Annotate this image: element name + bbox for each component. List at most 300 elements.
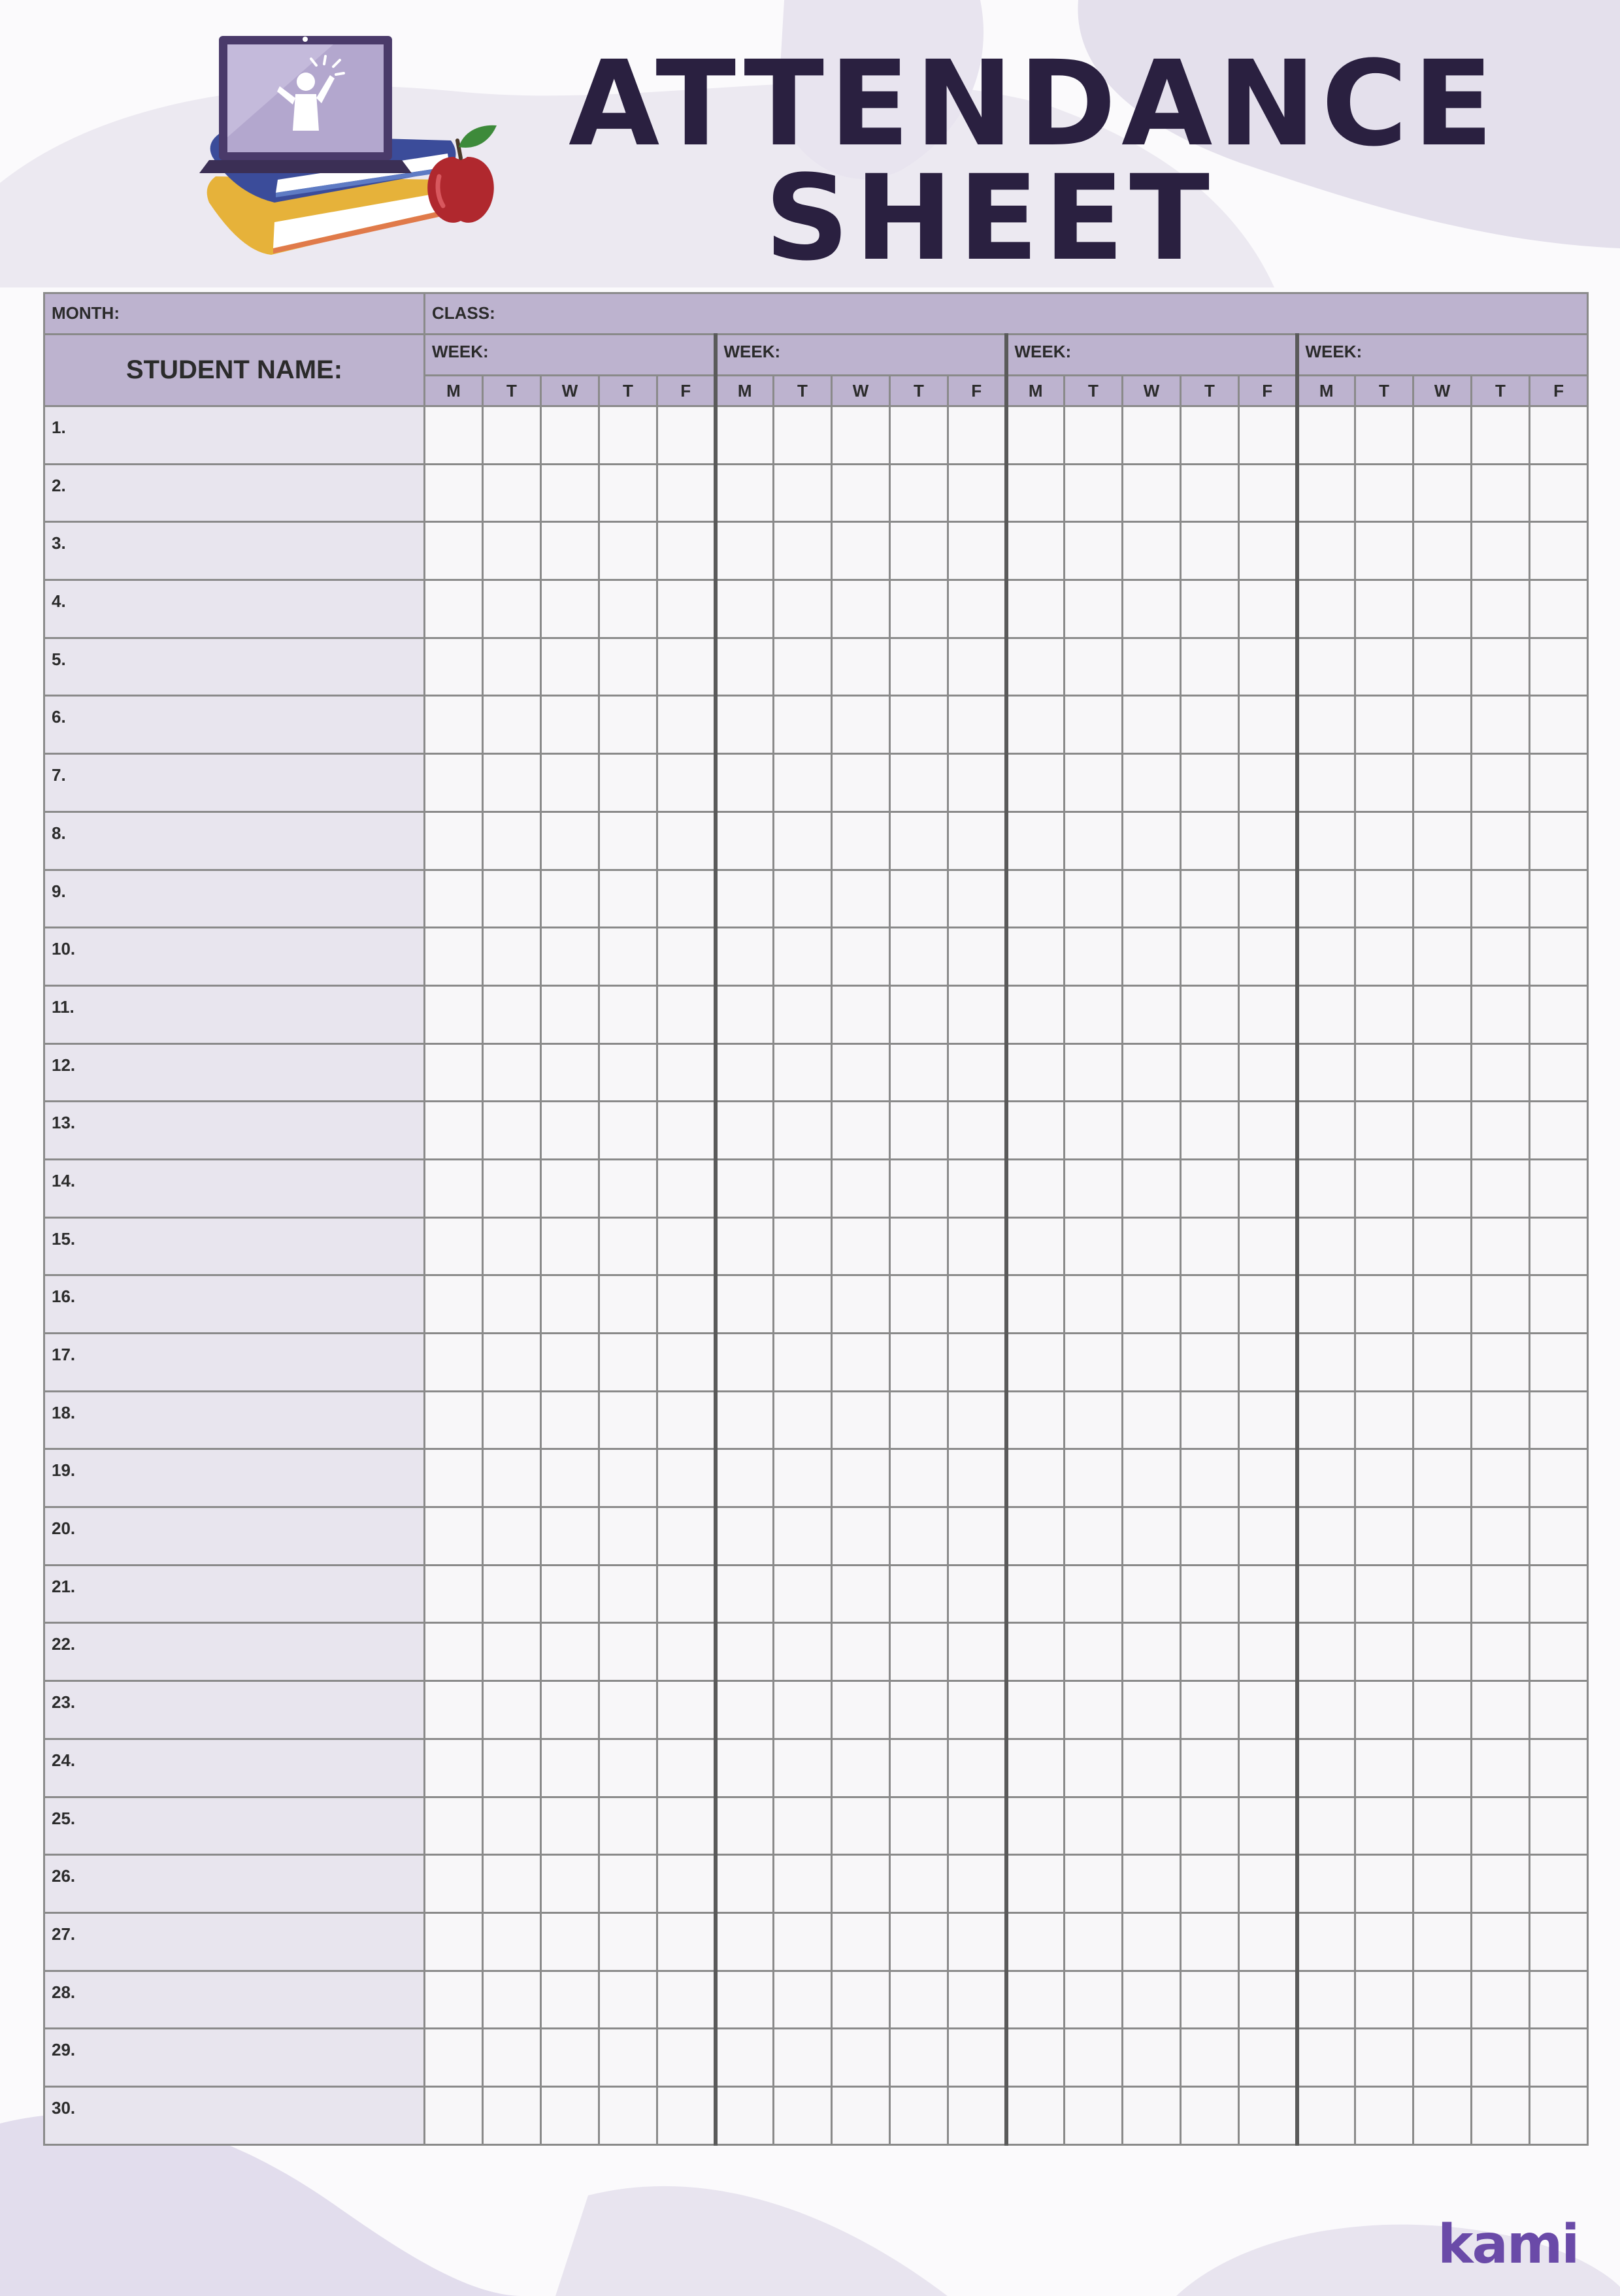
attendance-cell[interactable] bbox=[483, 1681, 541, 1739]
attendance-cell[interactable] bbox=[1413, 580, 1472, 638]
attendance-cell[interactable] bbox=[657, 1043, 716, 1102]
attendance-cell[interactable] bbox=[483, 464, 541, 522]
attendance-cell[interactable] bbox=[774, 1855, 832, 1913]
attendance-cell[interactable] bbox=[425, 1912, 483, 1971]
student-name-cell[interactable]: 12. bbox=[44, 1043, 425, 1102]
attendance-cell[interactable] bbox=[483, 1102, 541, 1160]
attendance-cell[interactable] bbox=[1413, 1623, 1472, 1681]
attendance-cell[interactable] bbox=[774, 464, 832, 522]
attendance-cell[interactable] bbox=[541, 1797, 599, 1855]
attendance-cell[interactable] bbox=[1065, 812, 1123, 870]
attendance-cell[interactable] bbox=[1472, 1739, 1530, 1797]
attendance-cell[interactable] bbox=[599, 870, 657, 928]
attendance-cell[interactable] bbox=[1472, 580, 1530, 638]
attendance-cell[interactable] bbox=[1065, 1971, 1123, 2029]
attendance-cell[interactable] bbox=[1355, 1565, 1413, 1623]
attendance-cell[interactable] bbox=[1181, 1391, 1239, 1449]
attendance-cell[interactable] bbox=[483, 1334, 541, 1392]
attendance-cell[interactable] bbox=[599, 696, 657, 754]
attendance-cell[interactable] bbox=[1297, 928, 1355, 986]
attendance-cell[interactable] bbox=[1181, 1217, 1239, 1275]
attendance-cell[interactable] bbox=[1472, 1623, 1530, 1681]
attendance-cell[interactable] bbox=[832, 2086, 890, 2144]
attendance-cell[interactable] bbox=[1065, 1043, 1123, 1102]
attendance-cell[interactable] bbox=[1123, 464, 1181, 522]
attendance-cell[interactable] bbox=[832, 1391, 890, 1449]
attendance-cell[interactable] bbox=[1065, 522, 1123, 580]
attendance-cell[interactable] bbox=[774, 1391, 832, 1449]
attendance-cell[interactable] bbox=[425, 754, 483, 812]
attendance-cell[interactable] bbox=[1472, 464, 1530, 522]
student-name-cell[interactable]: 27. bbox=[44, 1912, 425, 1971]
attendance-cell[interactable] bbox=[1006, 1623, 1065, 1681]
attendance-cell[interactable] bbox=[1472, 1275, 1530, 1334]
attendance-cell[interactable] bbox=[1239, 1217, 1297, 1275]
attendance-cell[interactable] bbox=[1530, 1275, 1588, 1334]
attendance-cell[interactable] bbox=[1355, 2086, 1413, 2144]
attendance-cell[interactable] bbox=[1239, 812, 1297, 870]
student-name-cell[interactable]: 4. bbox=[44, 580, 425, 638]
attendance-cell[interactable] bbox=[425, 1797, 483, 1855]
attendance-cell[interactable] bbox=[1355, 1391, 1413, 1449]
month-field[interactable]: MONTH: bbox=[44, 293, 425, 335]
student-name-cell[interactable]: 8. bbox=[44, 812, 425, 870]
attendance-cell[interactable] bbox=[1355, 464, 1413, 522]
attendance-cell[interactable] bbox=[890, 1623, 948, 1681]
attendance-cell[interactable] bbox=[1239, 1449, 1297, 1507]
attendance-cell[interactable] bbox=[657, 1159, 716, 1217]
attendance-cell[interactable] bbox=[599, 1102, 657, 1160]
attendance-cell[interactable] bbox=[1413, 1971, 1472, 2029]
attendance-cell[interactable] bbox=[1181, 464, 1239, 522]
attendance-cell[interactable] bbox=[657, 985, 716, 1043]
attendance-cell[interactable] bbox=[1006, 1855, 1065, 1913]
attendance-cell[interactable] bbox=[483, 696, 541, 754]
attendance-cell[interactable] bbox=[1413, 638, 1472, 696]
attendance-cell[interactable] bbox=[1355, 928, 1413, 986]
attendance-cell[interactable] bbox=[832, 928, 890, 986]
attendance-cell[interactable] bbox=[657, 1739, 716, 1797]
attendance-cell[interactable] bbox=[1355, 754, 1413, 812]
attendance-cell[interactable] bbox=[425, 406, 483, 465]
attendance-cell[interactable] bbox=[1530, 1739, 1588, 1797]
attendance-cell[interactable] bbox=[1239, 638, 1297, 696]
attendance-cell[interactable] bbox=[1239, 985, 1297, 1043]
attendance-cell[interactable] bbox=[1065, 1507, 1123, 1566]
attendance-cell[interactable] bbox=[425, 1507, 483, 1566]
attendance-cell[interactable] bbox=[483, 1391, 541, 1449]
attendance-cell[interactable] bbox=[1239, 1334, 1297, 1392]
attendance-cell[interactable] bbox=[1123, 1971, 1181, 2029]
attendance-cell[interactable] bbox=[1297, 1159, 1355, 1217]
attendance-cell[interactable] bbox=[1355, 1102, 1413, 1160]
attendance-cell[interactable] bbox=[948, 812, 1006, 870]
attendance-cell[interactable] bbox=[948, 1855, 1006, 1913]
attendance-cell[interactable] bbox=[1297, 1217, 1355, 1275]
attendance-cell[interactable] bbox=[716, 812, 774, 870]
attendance-cell[interactable] bbox=[1006, 985, 1065, 1043]
attendance-cell[interactable] bbox=[1530, 1043, 1588, 1102]
attendance-cell[interactable] bbox=[832, 1912, 890, 1971]
attendance-cell[interactable] bbox=[657, 696, 716, 754]
attendance-cell[interactable] bbox=[774, 1449, 832, 1507]
attendance-cell[interactable] bbox=[774, 1507, 832, 1566]
attendance-cell[interactable] bbox=[483, 1912, 541, 1971]
attendance-cell[interactable] bbox=[1472, 1855, 1530, 1913]
attendance-cell[interactable] bbox=[657, 522, 716, 580]
attendance-cell[interactable] bbox=[1297, 1449, 1355, 1507]
attendance-cell[interactable] bbox=[1297, 1681, 1355, 1739]
attendance-cell[interactable] bbox=[1181, 1681, 1239, 1739]
attendance-cell[interactable] bbox=[1006, 812, 1065, 870]
attendance-cell[interactable] bbox=[716, 1855, 774, 1913]
attendance-cell[interactable] bbox=[1123, 1275, 1181, 1334]
attendance-cell[interactable] bbox=[1239, 580, 1297, 638]
attendance-cell[interactable] bbox=[1006, 2029, 1065, 2087]
attendance-cell[interactable] bbox=[1239, 1507, 1297, 1566]
attendance-cell[interactable] bbox=[1413, 1855, 1472, 1913]
attendance-cell[interactable] bbox=[1472, 1507, 1530, 1566]
attendance-cell[interactable] bbox=[1472, 870, 1530, 928]
attendance-cell[interactable] bbox=[1472, 1391, 1530, 1449]
attendance-cell[interactable] bbox=[1181, 812, 1239, 870]
attendance-cell[interactable] bbox=[657, 928, 716, 986]
attendance-cell[interactable] bbox=[541, 696, 599, 754]
attendance-cell[interactable] bbox=[948, 1565, 1006, 1623]
attendance-cell[interactable] bbox=[1472, 1449, 1530, 1507]
attendance-cell[interactable] bbox=[1530, 928, 1588, 986]
attendance-cell[interactable] bbox=[948, 1797, 1006, 1855]
attendance-cell[interactable] bbox=[1355, 638, 1413, 696]
attendance-cell[interactable] bbox=[657, 406, 716, 465]
attendance-cell[interactable] bbox=[1297, 1565, 1355, 1623]
attendance-cell[interactable] bbox=[1355, 1912, 1413, 1971]
attendance-cell[interactable] bbox=[890, 1275, 948, 1334]
attendance-cell[interactable] bbox=[1065, 696, 1123, 754]
attendance-cell[interactable] bbox=[1065, 1623, 1123, 1681]
attendance-cell[interactable] bbox=[657, 1797, 716, 1855]
attendance-cell[interactable] bbox=[1413, 1275, 1472, 1334]
attendance-cell[interactable] bbox=[774, 1275, 832, 1334]
attendance-cell[interactable] bbox=[483, 928, 541, 986]
attendance-cell[interactable] bbox=[1239, 1043, 1297, 1102]
attendance-cell[interactable] bbox=[1297, 985, 1355, 1043]
attendance-cell[interactable] bbox=[1530, 1217, 1588, 1275]
attendance-cell[interactable] bbox=[890, 1217, 948, 1275]
attendance-cell[interactable] bbox=[1530, 870, 1588, 928]
attendance-cell[interactable] bbox=[1413, 696, 1472, 754]
attendance-cell[interactable] bbox=[774, 985, 832, 1043]
attendance-cell[interactable] bbox=[1006, 1334, 1065, 1392]
attendance-cell[interactable] bbox=[774, 522, 832, 580]
student-name-cell[interactable]: 20. bbox=[44, 1507, 425, 1566]
attendance-cell[interactable] bbox=[599, 580, 657, 638]
attendance-cell[interactable] bbox=[1530, 580, 1588, 638]
attendance-cell[interactable] bbox=[1181, 1449, 1239, 1507]
attendance-cell[interactable] bbox=[1006, 522, 1065, 580]
attendance-cell[interactable] bbox=[948, 1043, 1006, 1102]
attendance-cell[interactable] bbox=[1413, 870, 1472, 928]
attendance-cell[interactable] bbox=[1413, 1912, 1472, 1971]
attendance-cell[interactable] bbox=[599, 1739, 657, 1797]
attendance-cell[interactable] bbox=[1006, 2086, 1065, 2144]
attendance-cell[interactable] bbox=[716, 1507, 774, 1566]
attendance-cell[interactable] bbox=[657, 1971, 716, 2029]
attendance-cell[interactable] bbox=[657, 1449, 716, 1507]
attendance-cell[interactable] bbox=[657, 1507, 716, 1566]
student-name-cell[interactable]: 11. bbox=[44, 985, 425, 1043]
attendance-cell[interactable] bbox=[890, 580, 948, 638]
attendance-cell[interactable] bbox=[1413, 1159, 1472, 1217]
attendance-cell[interactable] bbox=[1530, 696, 1588, 754]
attendance-cell[interactable] bbox=[1355, 1855, 1413, 1913]
attendance-cell[interactable] bbox=[1355, 870, 1413, 928]
student-name-cell[interactable]: 21. bbox=[44, 1565, 425, 1623]
attendance-cell[interactable] bbox=[1297, 1855, 1355, 1913]
attendance-cell[interactable] bbox=[948, 696, 1006, 754]
attendance-cell[interactable] bbox=[541, 928, 599, 986]
attendance-cell[interactable] bbox=[425, 1971, 483, 2029]
attendance-cell[interactable] bbox=[1413, 1565, 1472, 1623]
attendance-cell[interactable] bbox=[483, 1507, 541, 1566]
student-name-cell[interactable]: 14. bbox=[44, 1159, 425, 1217]
attendance-cell[interactable] bbox=[1181, 1507, 1239, 1566]
attendance-cell[interactable] bbox=[1297, 1391, 1355, 1449]
attendance-cell[interactable] bbox=[716, 1159, 774, 1217]
attendance-cell[interactable] bbox=[541, 1449, 599, 1507]
attendance-cell[interactable] bbox=[890, 522, 948, 580]
attendance-cell[interactable] bbox=[1239, 696, 1297, 754]
attendance-cell[interactable] bbox=[541, 1043, 599, 1102]
attendance-cell[interactable] bbox=[1239, 1971, 1297, 2029]
attendance-cell[interactable] bbox=[541, 754, 599, 812]
attendance-cell[interactable] bbox=[425, 1681, 483, 1739]
attendance-cell[interactable] bbox=[599, 1971, 657, 2029]
attendance-cell[interactable] bbox=[1006, 406, 1065, 465]
attendance-cell[interactable] bbox=[599, 1912, 657, 1971]
attendance-cell[interactable] bbox=[483, 812, 541, 870]
attendance-cell[interactable] bbox=[1181, 696, 1239, 754]
attendance-cell[interactable] bbox=[1355, 1971, 1413, 2029]
student-name-cell[interactable]: 22. bbox=[44, 1623, 425, 1681]
attendance-cell[interactable] bbox=[657, 580, 716, 638]
attendance-cell[interactable] bbox=[832, 1159, 890, 1217]
attendance-cell[interactable] bbox=[1239, 928, 1297, 986]
attendance-cell[interactable] bbox=[716, 1912, 774, 1971]
attendance-cell[interactable] bbox=[774, 928, 832, 986]
attendance-cell[interactable] bbox=[1413, 1334, 1472, 1392]
attendance-cell[interactable] bbox=[657, 1217, 716, 1275]
attendance-cell[interactable] bbox=[716, 870, 774, 928]
attendance-cell[interactable] bbox=[1413, 812, 1472, 870]
attendance-cell[interactable] bbox=[599, 1217, 657, 1275]
attendance-cell[interactable] bbox=[1123, 870, 1181, 928]
attendance-cell[interactable] bbox=[1413, 1217, 1472, 1275]
attendance-cell[interactable] bbox=[1472, 1159, 1530, 1217]
attendance-cell[interactable] bbox=[425, 1102, 483, 1160]
attendance-cell[interactable] bbox=[948, 580, 1006, 638]
attendance-cell[interactable] bbox=[1181, 406, 1239, 465]
attendance-cell[interactable] bbox=[890, 2029, 948, 2087]
attendance-cell[interactable] bbox=[425, 580, 483, 638]
attendance-cell[interactable] bbox=[1181, 1159, 1239, 1217]
attendance-cell[interactable] bbox=[1297, 1102, 1355, 1160]
attendance-cell[interactable] bbox=[948, 928, 1006, 986]
attendance-cell[interactable] bbox=[657, 1391, 716, 1449]
attendance-cell[interactable] bbox=[541, 1623, 599, 1681]
attendance-cell[interactable] bbox=[1239, 406, 1297, 465]
attendance-cell[interactable] bbox=[832, 1681, 890, 1739]
attendance-cell[interactable] bbox=[541, 1507, 599, 1566]
attendance-cell[interactable] bbox=[716, 522, 774, 580]
attendance-cell[interactable] bbox=[657, 2086, 716, 2144]
attendance-cell[interactable] bbox=[541, 812, 599, 870]
attendance-cell[interactable] bbox=[948, 1391, 1006, 1449]
attendance-cell[interactable] bbox=[890, 1334, 948, 1392]
attendance-cell[interactable] bbox=[1181, 1797, 1239, 1855]
student-name-cell[interactable]: 2. bbox=[44, 464, 425, 522]
attendance-cell[interactable] bbox=[599, 406, 657, 465]
attendance-cell[interactable] bbox=[483, 1971, 541, 2029]
attendance-cell[interactable] bbox=[948, 464, 1006, 522]
attendance-cell[interactable] bbox=[1006, 1739, 1065, 1797]
attendance-cell[interactable] bbox=[1065, 2086, 1123, 2144]
attendance-cell[interactable] bbox=[1355, 1449, 1413, 1507]
attendance-cell[interactable] bbox=[716, 2029, 774, 2087]
attendance-cell[interactable] bbox=[716, 1971, 774, 2029]
attendance-cell[interactable] bbox=[948, 1102, 1006, 1160]
attendance-cell[interactable] bbox=[1472, 638, 1530, 696]
attendance-cell[interactable] bbox=[483, 985, 541, 1043]
attendance-cell[interactable] bbox=[1123, 1739, 1181, 1797]
attendance-cell[interactable] bbox=[1413, 1739, 1472, 1797]
attendance-cell[interactable] bbox=[541, 1855, 599, 1913]
attendance-cell[interactable] bbox=[1006, 1912, 1065, 1971]
attendance-cell[interactable] bbox=[1413, 1681, 1472, 1739]
attendance-cell[interactable] bbox=[1006, 580, 1065, 638]
student-name-cell[interactable]: 30. bbox=[44, 2086, 425, 2144]
attendance-cell[interactable] bbox=[599, 1043, 657, 1102]
attendance-cell[interactable] bbox=[1181, 580, 1239, 638]
attendance-cell[interactable] bbox=[1123, 580, 1181, 638]
attendance-cell[interactable] bbox=[716, 1797, 774, 1855]
attendance-cell[interactable] bbox=[1065, 1797, 1123, 1855]
attendance-cell[interactable] bbox=[1530, 1971, 1588, 2029]
attendance-cell[interactable] bbox=[1297, 812, 1355, 870]
attendance-cell[interactable] bbox=[716, 754, 774, 812]
attendance-cell[interactable] bbox=[716, 1043, 774, 1102]
attendance-cell[interactable] bbox=[1006, 1391, 1065, 1449]
week-1-field[interactable]: WEEK: bbox=[425, 335, 716, 376]
attendance-cell[interactable] bbox=[832, 1739, 890, 1797]
attendance-cell[interactable] bbox=[1065, 1565, 1123, 1623]
attendance-cell[interactable] bbox=[1530, 1159, 1588, 1217]
attendance-cell[interactable] bbox=[599, 522, 657, 580]
attendance-cell[interactable] bbox=[890, 870, 948, 928]
attendance-cell[interactable] bbox=[1239, 1797, 1297, 1855]
attendance-cell[interactable] bbox=[890, 1102, 948, 1160]
attendance-cell[interactable] bbox=[1355, 522, 1413, 580]
attendance-cell[interactable] bbox=[1530, 1507, 1588, 1566]
attendance-cell[interactable] bbox=[774, 2086, 832, 2144]
attendance-cell[interactable] bbox=[657, 754, 716, 812]
attendance-cell[interactable] bbox=[483, 406, 541, 465]
attendance-cell[interactable] bbox=[1413, 1449, 1472, 1507]
attendance-cell[interactable] bbox=[1530, 638, 1588, 696]
attendance-cell[interactable] bbox=[657, 1102, 716, 1160]
attendance-cell[interactable] bbox=[1123, 638, 1181, 696]
attendance-cell[interactable] bbox=[948, 1971, 1006, 2029]
attendance-cell[interactable] bbox=[599, 1623, 657, 1681]
student-name-cell[interactable]: 15. bbox=[44, 1217, 425, 1275]
attendance-cell[interactable] bbox=[1297, 696, 1355, 754]
attendance-cell[interactable] bbox=[890, 1565, 948, 1623]
attendance-cell[interactable] bbox=[599, 1391, 657, 1449]
attendance-cell[interactable] bbox=[1239, 1855, 1297, 1913]
attendance-cell[interactable] bbox=[1297, 1275, 1355, 1334]
attendance-cell[interactable] bbox=[1530, 406, 1588, 465]
attendance-cell[interactable] bbox=[1239, 754, 1297, 812]
attendance-cell[interactable] bbox=[1006, 696, 1065, 754]
attendance-cell[interactable] bbox=[1239, 1912, 1297, 1971]
attendance-cell[interactable] bbox=[483, 1043, 541, 1102]
attendance-cell[interactable] bbox=[1065, 870, 1123, 928]
attendance-cell[interactable] bbox=[425, 2029, 483, 2087]
attendance-cell[interactable] bbox=[1530, 1912, 1588, 1971]
attendance-cell[interactable] bbox=[1530, 1391, 1588, 1449]
attendance-cell[interactable] bbox=[948, 1623, 1006, 1681]
attendance-cell[interactable] bbox=[425, 870, 483, 928]
attendance-cell[interactable] bbox=[890, 1391, 948, 1449]
attendance-cell[interactable] bbox=[599, 1449, 657, 1507]
attendance-cell[interactable] bbox=[1239, 870, 1297, 928]
attendance-cell[interactable] bbox=[1239, 1739, 1297, 1797]
week-3-field[interactable]: WEEK: bbox=[1006, 335, 1297, 376]
attendance-cell[interactable] bbox=[541, 1912, 599, 1971]
attendance-cell[interactable] bbox=[1065, 464, 1123, 522]
attendance-cell[interactable] bbox=[599, 1565, 657, 1623]
attendance-cell[interactable] bbox=[599, 638, 657, 696]
attendance-cell[interactable] bbox=[1181, 2086, 1239, 2144]
student-name-cell[interactable]: 19. bbox=[44, 1449, 425, 1507]
attendance-cell[interactable] bbox=[774, 1565, 832, 1623]
attendance-cell[interactable] bbox=[541, 464, 599, 522]
week-2-field[interactable]: WEEK: bbox=[716, 335, 1006, 376]
student-name-cell[interactable]: 5. bbox=[44, 638, 425, 696]
attendance-cell[interactable] bbox=[425, 464, 483, 522]
attendance-cell[interactable] bbox=[716, 928, 774, 986]
attendance-cell[interactable] bbox=[541, 1217, 599, 1275]
attendance-cell[interactable] bbox=[657, 1855, 716, 1913]
attendance-cell[interactable] bbox=[890, 1449, 948, 1507]
attendance-cell[interactable] bbox=[1123, 1102, 1181, 1160]
attendance-cell[interactable] bbox=[425, 1565, 483, 1623]
attendance-cell[interactable] bbox=[1239, 1275, 1297, 1334]
attendance-cell[interactable] bbox=[890, 985, 948, 1043]
attendance-cell[interactable] bbox=[1181, 754, 1239, 812]
attendance-cell[interactable] bbox=[1181, 1912, 1239, 1971]
attendance-cell[interactable] bbox=[1297, 1739, 1355, 1797]
attendance-cell[interactable] bbox=[1065, 1159, 1123, 1217]
attendance-cell[interactable] bbox=[1413, 1391, 1472, 1449]
attendance-cell[interactable] bbox=[425, 696, 483, 754]
attendance-cell[interactable] bbox=[483, 1623, 541, 1681]
attendance-cell[interactable] bbox=[1355, 696, 1413, 754]
attendance-cell[interactable] bbox=[948, 1449, 1006, 1507]
attendance-cell[interactable] bbox=[541, 1565, 599, 1623]
attendance-cell[interactable] bbox=[1065, 406, 1123, 465]
attendance-cell[interactable] bbox=[1355, 2029, 1413, 2087]
